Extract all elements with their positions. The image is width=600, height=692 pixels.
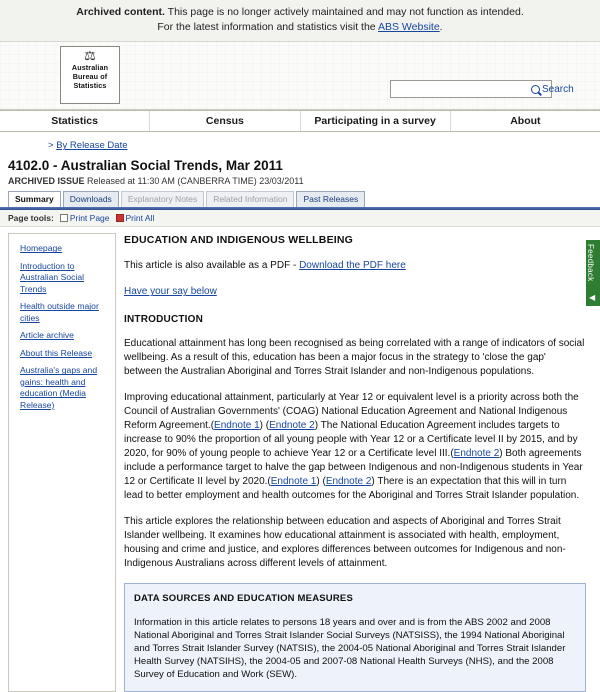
infobox-heading: DATA SOURCES AND EDUCATION MEASURES xyxy=(134,593,353,605)
nav-item-statistics[interactable]: Statistics xyxy=(0,111,150,131)
sidebar-item-article-archive[interactable]: Article archive xyxy=(20,330,74,341)
download-pdf-link[interactable]: Download the PDF here xyxy=(299,260,406,272)
endnote-link-4[interactable]: Endnote 1 xyxy=(270,476,317,488)
release-datetime: Released at 11:30 AM (CANBERRA TIME) 23/03/2011 xyxy=(84,176,304,187)
feedback-label: Feedback xyxy=(586,244,595,282)
feedback-tab[interactable] xyxy=(586,240,600,306)
sidebar-item-media-release[interactable]: Australia's gaps and gains: health and education (Media Release) xyxy=(20,365,98,410)
article-body xyxy=(116,233,600,692)
endnote-text-2: ) ( xyxy=(259,420,270,432)
pdf-icon xyxy=(116,214,124,222)
print-page-label: Print Page xyxy=(69,213,110,224)
page-content xyxy=(0,227,600,692)
abs-website-link[interactable]: ABS Website xyxy=(378,21,440,34)
intro-paragraph-endnotes xyxy=(124,391,586,503)
pdf-line-prefix: This article is also available as a PDF - xyxy=(124,260,300,272)
have-your-say-link[interactable]: Have your say below xyxy=(124,286,217,298)
search-button-label: Search xyxy=(542,83,574,95)
endnote-link-1[interactable]: Endnote 1 xyxy=(214,420,260,432)
tab-past-releases[interactable]: Past Releases xyxy=(296,191,365,207)
issue-status-line xyxy=(8,176,600,191)
breadcrumb-link-by-release-date[interactable]: By Release Date xyxy=(56,140,128,152)
search-input[interactable] xyxy=(391,81,529,97)
archive-line-2 xyxy=(4,20,596,35)
sidebar-item-health-outside-major-cities[interactable]: Health outside major cities xyxy=(20,301,99,323)
archive-line-1 xyxy=(4,5,596,20)
endnote-text-5: ) ( xyxy=(316,476,326,488)
print-page-button[interactable] xyxy=(60,213,110,223)
print-all-label: Print All xyxy=(125,213,155,224)
infobox-text: Information in this article relates to persons 18 years and over and is from the ABS 2002 and 2008 National Aboriginal and Torres Strait Islander Social Surveys (NATSISS), the 1994 National Aboriginal and Torres Strait Islander Survey (NATSIS), the 2004-05 National Aboriginal and Torres Strait Islander Health Survey (NATSIHS), the 2004-05 and 2007-08 National Health Surveys (NHS), and the 2008 Survey of Education and Work (SEW). xyxy=(134,617,566,681)
endnote-text-4: ) Both agreements include a performance target to halve the gap between Indigenous and non-Indigenous students in Year 12 or Certificate II level by 2020.( xyxy=(124,448,583,488)
archive-line-2-suffix: . xyxy=(439,21,443,34)
article-heading: EDUCATION AND INDIGENOUS WELLBEING xyxy=(124,234,354,247)
endnote-link-3[interactable]: Endnote 2 xyxy=(453,448,500,460)
sidebar-item-about-this-release[interactable]: About this Release xyxy=(20,347,93,358)
sidebar-navigation xyxy=(8,233,116,692)
have-your-say-line xyxy=(124,285,586,299)
page-title: 4102.0 - Australian Social Trends, Mar 2011 xyxy=(8,158,283,174)
tab-summary[interactable]: Summary xyxy=(8,191,61,207)
endnote-text-6: ) There is an expectation that this will in turn lead to better employment and health outcomes for the Aboriginal and Torres Strait Islander population. xyxy=(124,476,580,502)
left-arrow-icon: ◀ xyxy=(589,293,596,302)
endnote-text-1: Improving educational attainment, particularly at Year 12 or equivalent level is a priority across both the Council of Australian Governments' (COAG) National Education Agreement and National Indigenous Reform Agreement.( xyxy=(124,392,579,432)
printer-icon xyxy=(60,214,68,222)
intro-paragraph-1: Educational attainment has long been recognised as being correlated with a range of indicators of social wellbeing. As a result of this, education has been a major focus in the strategy to 'close the gap' between the Australian Aboriginal and Torres Strait Islander and non-Indigenous populations. xyxy=(124,338,585,378)
search-button[interactable] xyxy=(529,81,578,97)
abs-logo-line-1: Australian xyxy=(71,63,109,73)
endnote-link-5[interactable]: Endnote 2 xyxy=(325,476,372,488)
status-badge: ARCHIVED ISSUE xyxy=(8,176,85,187)
search-icon xyxy=(531,85,540,94)
document-title-block xyxy=(0,155,600,191)
endnote-link-2[interactable]: Endnote 2 xyxy=(269,420,315,432)
breadcrumb-prefix: > xyxy=(48,140,54,152)
sidebar-item-homepage[interactable]: Homepage xyxy=(20,243,63,254)
abs-logo-line-2: Bureau of xyxy=(72,72,108,82)
archive-line-1-text: This page is no longer actively maintained and may not function as intended. xyxy=(164,6,524,18)
coat-of-arms-icon: ⚖ xyxy=(84,48,96,64)
print-all-button[interactable] xyxy=(116,213,155,223)
nav-item-participating-in-a-survey[interactable]: Participating in a survey xyxy=(301,111,451,131)
pdf-availability-line xyxy=(124,259,586,273)
tab-explanatory-notes[interactable]: Explanatory Notes xyxy=(121,191,204,207)
sidebar-item-introduction-to-australian-social-trends[interactable]: Introduction to Australian Social Trends xyxy=(20,260,85,294)
document-tabs xyxy=(0,191,600,207)
archive-line-2-prefix: For the latest information and statistics visit the xyxy=(157,21,378,34)
page-tools-label: Page tools: xyxy=(8,213,54,224)
intro-paragraph-2: This article explores the relationship between education and aspects of Aboriginal and Torres Strait Islander wellbeing. It examines how educational attainment is associated with health, employment, housing and crime and justice, and explores differences between outcomes for Indigenous and non-Indigenous Australians across different levels of attainment. xyxy=(124,516,566,570)
site-masthead xyxy=(0,42,600,110)
search-box[interactable] xyxy=(390,80,574,98)
nav-item-about[interactable]: About xyxy=(510,115,541,128)
abs-logo-line-3: Statistics xyxy=(73,81,107,91)
introduction-heading: INTRODUCTION xyxy=(124,314,204,326)
abs-logo[interactable] xyxy=(60,46,120,104)
archive-bold-label: Archived content. xyxy=(76,6,165,18)
endnote-text-3: ) The National Education Agreement includes targets to increase to 90% the proportion of all young people with Year 12 or a Certificate level II by 2015, and by 2020, for 90% of young people to achieve Year 12 or a Certificate level III.( xyxy=(124,420,578,460)
tab-related-information[interactable]: Related Information xyxy=(206,191,294,207)
primary-navigation xyxy=(0,110,600,132)
tab-downloads[interactable]: Downloads xyxy=(63,191,119,207)
nav-item-census[interactable]: Census xyxy=(150,111,300,131)
archived-content-banner xyxy=(0,0,600,42)
data-sources-infobox xyxy=(124,583,586,692)
page-tools-bar xyxy=(0,210,600,227)
breadcrumb xyxy=(0,132,600,155)
